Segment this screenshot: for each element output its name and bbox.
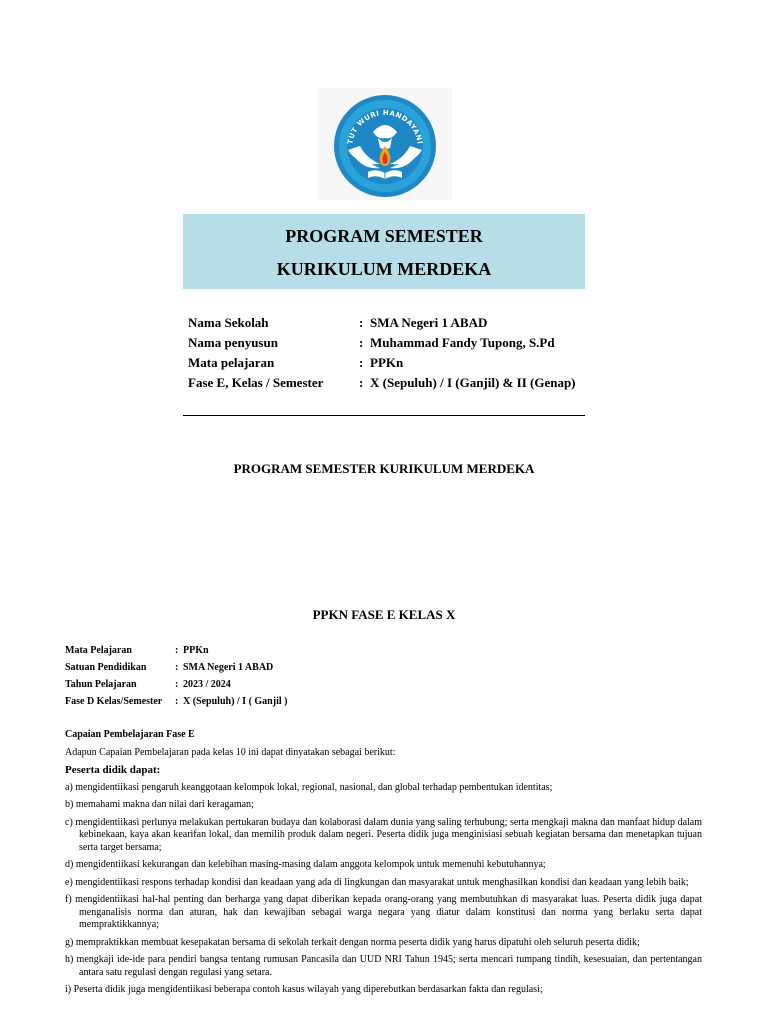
meta-label: Tahun Pelajaran — [65, 679, 137, 690]
capaian-section — [65, 729, 702, 1002]
identity-colon: : — [359, 375, 364, 390]
meta-label: Satuan Pendidikan — [65, 662, 147, 673]
list-item: c) mengidentiikasi perlunya melakukan pertukaran budaya dan kolaborasi dalam dunia yang saling terhubung; serta mengkaji makna dan manfaat hidup dalam kebinekaan, kaya akan kearifan lokal, dan memilih produk dalam negeri. Peserta didik juga menginisiasi sebuah kegiatan bersama dan menetapkan tujuan serta target bersama; — [65, 816, 702, 853]
identity-label: Mata pelajaran — [188, 355, 275, 370]
horizontal-divider — [183, 415, 585, 416]
list-item: h) mengkaji ide-ide para pendiri bangsa tentang rumusan Pancasila dan UUD NRI Tahun 1945; serta mencari tumpang tindih, kesesuaian, dan pertentangan antara satu regulasi dengan regulasi yang setara. — [65, 954, 702, 978]
identity-value: PPKn — [370, 355, 404, 370]
identity-value: X (Sepuluh) / I (Ganjil) & II (Genap) — [370, 375, 576, 390]
capaian-title: Capaian Pembelajaran Fase E — [65, 729, 195, 740]
meta-value: SMA Negeri 1 ABAD — [183, 662, 274, 673]
svg-text:TUT WURI HANDAYANI: TUT WURI HANDAYANI — [346, 108, 424, 145]
meta-label: Fase D Kelas/Semester — [65, 696, 163, 707]
meta-value: 2023 / 2024 — [183, 679, 231, 690]
title-line-1: PROGRAM SEMESTER — [285, 226, 483, 246]
meta-colon: : — [175, 645, 179, 656]
list-item: g) mempraktikkan membuat kesepakatan bersama di sekolah terkait dengan norma peserta didik yang harus dipatuhi oleh seluruh peserta didik; — [65, 936, 640, 948]
list-item: e) mengidentiikasi respons terhadap kondisi dan keadaan yang ada di lingkungan dan masyarakat untuk menghasilkan kondisi dan keadaan yang lebih baik; — [65, 876, 689, 888]
title-banner — [183, 214, 585, 289]
meta-value: X (Sepuluh) / I ( Ganjil ) — [183, 696, 288, 707]
tut-wuri-handayani-logo — [318, 88, 452, 200]
identity-colon: : — [359, 355, 364, 370]
list-item: a) mengidentiikasi pengaruh keanggotaan kelompok lokal, regional, nasional, dan global terhadap pembentukan identitas; — [65, 781, 553, 793]
identity-colon: : — [359, 335, 364, 350]
list-item: i) Peserta didik juga mengidentiikasi beberapa contoh kasus wilayah yang diperebutkan berdasarkan fakta dan regulasi; — [65, 984, 543, 995]
list-item: d) mengidentiikasi kekurangan dan kelebihan masing-masing dalam anggota kelompok untuk memenuhi kebutuhannya; — [65, 859, 546, 870]
capaian-intro: Adapun Capaian Pembelajaran pada kelas 10 ini dapat dinyatakan sebagai berikut: — [65, 746, 396, 758]
identity-colon: : — [359, 315, 364, 330]
meta-colon: : — [175, 679, 179, 690]
document-heading: PROGRAM SEMESTER KURIKULUM MERDEKA — [233, 461, 535, 476]
meta-colon: : — [175, 662, 179, 673]
identity-label: Nama Sekolah — [188, 315, 269, 330]
logo-emblem-icon — [318, 88, 452, 200]
meta-value: PPKn — [183, 645, 209, 656]
identity-value: Muhammad Fandy Tupong, S.Pd — [370, 335, 555, 350]
identity-value: SMA Negeri 1 ABAD — [370, 315, 488, 330]
identity-label: Nama penyusun — [188, 335, 278, 350]
identity-label: Fase E, Kelas / Semester — [188, 375, 324, 390]
meta-label: Mata Pelajaran — [65, 645, 132, 656]
section-heading: PPKN FASE E KELAS X — [312, 607, 456, 622]
list-item: b) memahami makna dan nilai dari keragaman; — [65, 799, 254, 810]
list-item: f) mengidentiikasi hal-hal penting dan berharga yang dapat diberikan kepada orang-orang yang membutuhkan di masyarakat luas. Peserta didik juga dapat menganalisis norma dan aturan, hak dan kewajiban sebagai warga negara yang diatur dalam konstitusi dan norma yang berlaku serta dapat mempraktikkannya; — [65, 894, 702, 930]
title-line-2: KURIKULUM MERDEKA — [276, 259, 492, 279]
capaian-subtitle: Peserta didik dapat: — [65, 764, 161, 776]
meta-colon: : — [175, 696, 179, 707]
